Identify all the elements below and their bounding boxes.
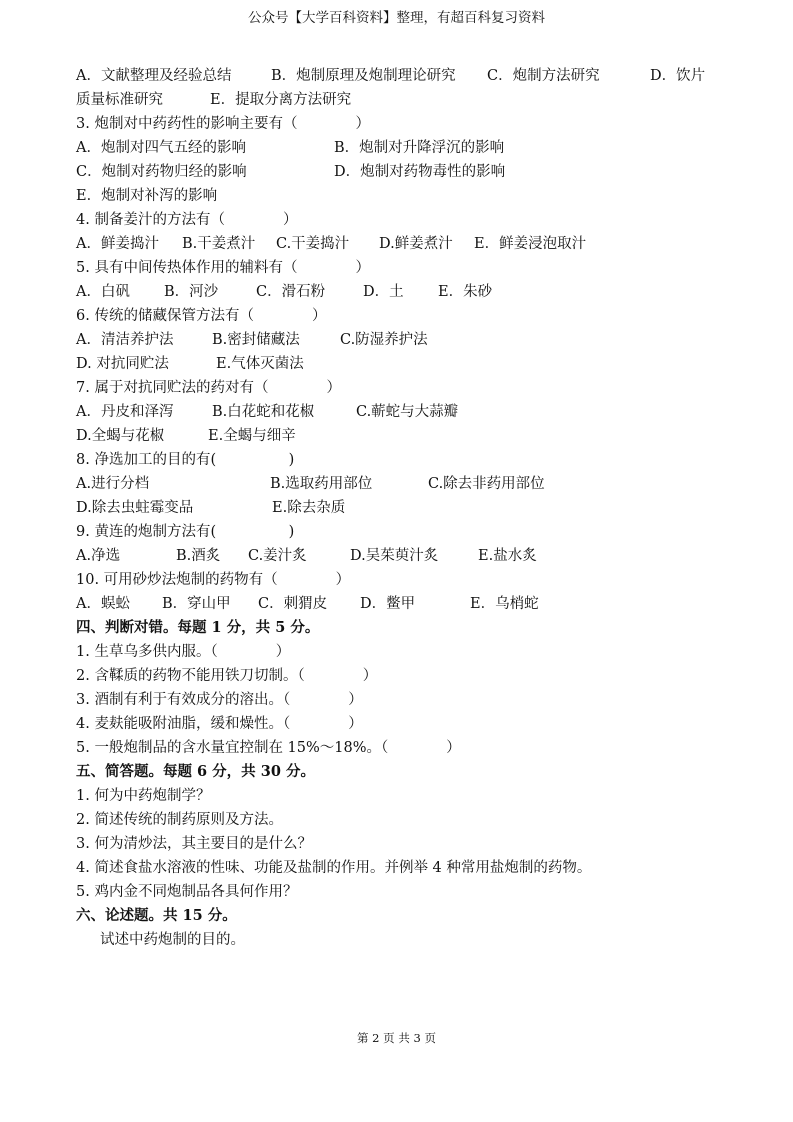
- line-text: 4. 简述食盐水溶液的性味、功能及盐制的作用。并例举 4 种常用盐炮制的药物。: [76, 860, 592, 876]
- option-text: A．炮制对四气五经的影响: [76, 140, 246, 156]
- option-text: D. 对抗同贮法: [76, 356, 169, 372]
- option-text: C.姜汁炙: [248, 548, 307, 564]
- text-line: [76, 256, 726, 280]
- option-text: B．河沙: [164, 284, 219, 300]
- line-text: 1. 生草乌多供内服。（ ）: [76, 644, 291, 660]
- text-line: [76, 232, 726, 256]
- line-text: 2. 简述传统的制药原则及方法。: [76, 812, 283, 828]
- section-heading: [76, 760, 726, 784]
- option-text: B.选取药用部位: [270, 476, 373, 492]
- line-text: 5. 一般炮制品的含水量宜控制在 15%～18%。（ ）: [76, 740, 461, 756]
- line-text: 4. 麦麸能吸附油脂，缓和燥性。（ ）: [76, 716, 363, 732]
- text-line: [76, 856, 726, 880]
- page-header: 公众号【大学百科资料】整理，有超百科复习资料: [248, 10, 545, 26]
- option-text: 质量标准研究: [76, 92, 163, 108]
- option-text: A．蜈蚣: [76, 596, 130, 612]
- text-line: [76, 568, 726, 592]
- option-text: D.全蝎与花椒: [76, 428, 165, 444]
- option-text: C.除去非药用部位: [428, 476, 545, 492]
- line-text: 六、论述题。共 15 分。: [76, 907, 237, 924]
- option-text: D.除去虫蛀霉变品: [76, 500, 194, 516]
- option-text: B.酒炙: [176, 548, 221, 564]
- option-text: B．炮制原理及炮制理论研究: [271, 68, 456, 84]
- line-text: E．炮制对补泻的影响: [76, 188, 218, 204]
- text-line: [76, 736, 726, 760]
- line-text: 试述中药炮制的目的。: [100, 932, 245, 948]
- line-text: 4. 制备姜汁的方法有（ ）: [76, 212, 298, 228]
- line-text: 四、判断对错。每题 1 分，共 5 分。: [76, 619, 320, 636]
- option-text: B．穿山甲: [162, 596, 231, 612]
- text-line: [76, 784, 726, 808]
- option-text: D.吴茱萸汁炙: [350, 548, 439, 564]
- line-text: 8. 净选加工的目的有( ): [76, 452, 295, 468]
- option-text: E．朱砂: [438, 284, 493, 300]
- text-line: [76, 808, 726, 832]
- text-line: [76, 928, 726, 952]
- section-heading: [76, 904, 726, 928]
- option-text: C．炮制对药物归经的影响: [76, 164, 247, 180]
- section-heading: [76, 616, 726, 640]
- option-text: C.蕲蛇与大蒜瓣: [356, 404, 459, 420]
- text-line: [76, 400, 726, 424]
- text-line: [76, 424, 726, 448]
- option-text: A．清洁养护法: [76, 332, 174, 348]
- option-text: C．滑石粉: [256, 284, 326, 300]
- text-line: [76, 280, 726, 304]
- line-text: 3. 酒制有利于有效成分的溶出。（ ）: [76, 692, 363, 708]
- text-line: [76, 688, 726, 712]
- option-text: B.干姜煮汁: [182, 236, 256, 252]
- option-text: D．土: [363, 284, 404, 300]
- option-text: D．鳖甲: [360, 596, 416, 612]
- option-text: B．炮制对升降浮沉的影响: [334, 140, 505, 156]
- line-text: 五、简答题。每题 6 分，共 30 分。: [76, 763, 315, 780]
- option-text: B.密封储藏法: [212, 332, 300, 348]
- text-line: [76, 640, 726, 664]
- option-text: E.气体灭菌法: [216, 356, 304, 372]
- option-text: A.进行分档: [76, 476, 150, 492]
- option-text: E．鲜姜浸泡取汁: [474, 236, 587, 252]
- text-line: [76, 208, 726, 232]
- option-text: D．炮制对药物毒性的影响: [334, 164, 506, 180]
- text-line: [76, 64, 726, 88]
- option-text: C．刺猬皮: [258, 596, 328, 612]
- text-line: [76, 592, 726, 616]
- text-line: [76, 112, 726, 136]
- option-text: A．文献整理及经验总结: [76, 68, 232, 84]
- line-text: 2. 含鞣质的药物不能用铁刀切制。（ ）: [76, 668, 378, 684]
- line-text: 9. 黄连的炮制方法有( ): [76, 524, 295, 540]
- text-line: [76, 520, 726, 544]
- option-text: D．饮片: [650, 68, 706, 84]
- text-line: [76, 136, 726, 160]
- option-text: E．提取分离方法研究: [210, 92, 352, 108]
- option-text: A．鲜姜捣汁: [76, 236, 159, 252]
- line-text: 10. 可用砂炒法炮制的药物有（ ）: [76, 572, 351, 588]
- text-line: [76, 712, 726, 736]
- option-text: E.全蝎与细辛: [208, 428, 296, 444]
- option-text: A.净选: [76, 548, 121, 564]
- text-line: [76, 472, 726, 496]
- text-line: [76, 664, 726, 688]
- text-line: [76, 328, 726, 352]
- option-text: E.盐水炙: [478, 548, 537, 564]
- option-text: A．白矾: [76, 284, 130, 300]
- text-line: [76, 352, 726, 376]
- option-text: A．丹皮和泽泻: [76, 404, 174, 420]
- text-line: [76, 544, 726, 568]
- text-line: [76, 304, 726, 328]
- option-text: C．炮制方法研究: [487, 68, 600, 84]
- line-text: 1. 何为中药炮制学？: [76, 788, 211, 804]
- option-text: E．乌梢蛇: [470, 596, 539, 612]
- page-footer: 第 2 页 共 3 页: [357, 1031, 436, 1045]
- text-line: [76, 448, 726, 472]
- text-line: [76, 88, 726, 112]
- line-text: 7. 属于对抗同贮法的药对有（ ）: [76, 380, 341, 396]
- line-text: 3. 何为清炒法，其主要目的是什么？: [76, 836, 312, 852]
- text-line: [76, 880, 726, 904]
- option-text: C.防湿养护法: [340, 332, 428, 348]
- line-text: 6. 传统的储藏保管方法有（ ）: [76, 308, 327, 324]
- text-line: [76, 376, 726, 400]
- option-text: D.鲜姜煮汁: [379, 236, 453, 252]
- text-line: [76, 184, 726, 208]
- option-text: C.干姜捣汁: [276, 236, 350, 252]
- line-text: 5. 具有中间传热体作用的辅料有（ ）: [76, 260, 370, 276]
- option-text: B.白花蛇和花椒: [212, 404, 315, 420]
- option-text: E.除去杂质: [272, 500, 346, 516]
- text-line: [76, 160, 726, 184]
- text-line: [76, 832, 726, 856]
- document-body: [76, 64, 726, 952]
- line-text: 5. 鸡内金不同炮制品各具何作用？: [76, 884, 298, 900]
- line-text: 3. 炮制对中药药性的影响主要有（ ）: [76, 116, 370, 132]
- text-line: [76, 496, 726, 520]
